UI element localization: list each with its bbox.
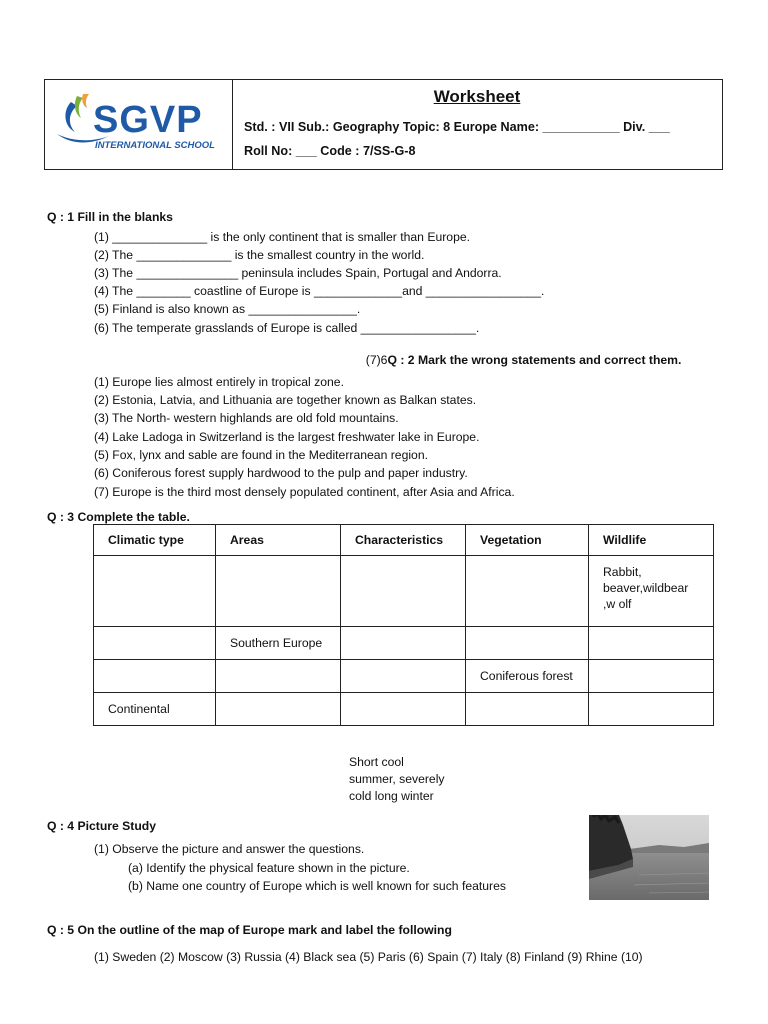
lake-photo (589, 815, 709, 900)
q1-item: (4) The ________ coastline of Europe is _____________and _________________. (94, 284, 545, 298)
q1-item: (5) Finland is also known as ________________. (94, 302, 361, 316)
q1-title: Q : 1 Fill in the blanks (47, 210, 173, 224)
table-cell (216, 556, 341, 627)
q3-title: Q : 3 Complete the table. (47, 510, 190, 524)
worksheet-title: Worksheet (433, 87, 521, 106)
svg-text:INTERNATIONAL SCHOOL: INTERNATIONAL SCHOOL (95, 140, 215, 151)
q2-item: (7) Europe is the third most densely populated continent, after Asia and Africa. (94, 485, 515, 499)
table-cell (341, 627, 466, 660)
q5-items: (1) Sweden (2) Moscow (3) Russia (4) Black sea (5) Paris (6) Spain (7) Italy (8) Finland (9) Rhine (10) (94, 950, 643, 964)
column-header: Climatic type (94, 525, 216, 556)
column-header: Wildlife (589, 525, 714, 556)
table-row (94, 627, 714, 660)
table-header-row (94, 525, 714, 556)
svg-text:SGVP: SGVP (93, 99, 203, 141)
table-row (94, 693, 714, 726)
q4-item: (a) Identify the physical feature shown in the picture. (128, 861, 410, 875)
table-cell (216, 693, 341, 726)
table-cell (94, 556, 216, 627)
table-row (94, 556, 714, 627)
table-row (94, 660, 714, 693)
table-cell (216, 660, 341, 693)
table-cell (466, 556, 589, 627)
q2-heading (359, 339, 681, 367)
header-box (44, 79, 723, 170)
q2-item: (3) The North- western highlands are old fold mountains. (94, 411, 399, 425)
table-cell (589, 693, 714, 726)
table-cell: Coniferous forest (466, 660, 589, 693)
q1-item: (3) The _______________ peninsula includes Spain, Portugal and Andorra. (94, 266, 502, 280)
table-cell (589, 660, 714, 693)
table-cell (94, 627, 216, 660)
q2-item: (1) Europe lies almost entirely in tropical zone. (94, 375, 344, 389)
q1-item: (1) ______________ is the only continent that is smaller than Europe. (94, 230, 471, 244)
climate-table (93, 524, 714, 726)
table-cell (94, 660, 216, 693)
table-cell (341, 556, 466, 627)
q1-item: (6) The temperate grasslands of Europe is called _________________. (94, 321, 480, 335)
table-cell (341, 660, 466, 693)
column-header: Characteristics (341, 525, 466, 556)
table-cell (466, 693, 589, 726)
table-cell (466, 627, 589, 660)
header-info-line: Std. : VII Sub.: Geography Topic: 8 Europe Name: ___________ Div. ___ (244, 120, 670, 134)
q2-item: (6) Coniferous forest supply hardwood to the pulp and paper industry. (94, 466, 468, 480)
lake-photo-graphic (589, 815, 709, 900)
q2-item: (2) Estonia, Latvia, and Lithuania are together known as Balkan states. (94, 393, 477, 407)
column-header: Areas (216, 525, 341, 556)
q2-item: (5) Fox, lynx and sable are found in the Mediterranean region. (94, 448, 428, 462)
table-cell (341, 693, 466, 726)
column-header: Vegetation (466, 525, 589, 556)
q2-item: (4) Lake Ladoga in Switzerland is the largest freshwater lake in Europe. (94, 430, 480, 444)
q2-prefix: (7)6 (365, 353, 388, 367)
table-cell: Southern Europe (216, 627, 341, 660)
table-cell (589, 627, 714, 660)
header-roll-line: Roll No: ___ Code : 7/SS-G-8 (244, 144, 416, 158)
table-cell: Rabbit, beaver,wildbear ,w olf (589, 556, 714, 627)
table-cell: Continental (94, 693, 216, 726)
q4-item: (1) Observe the picture and answer the questions. (94, 842, 365, 856)
q5-title: Q : 5 On the outline of the map of Europe mark and label the following (47, 923, 452, 937)
q2-title: Q : 2 Mark the wrong statements and correct them. (387, 353, 682, 367)
characteristics-text: Short cool summer, severely cold long winter (349, 755, 445, 803)
q4-item: (b) Name one country of Europe which is well known for such features (128, 879, 506, 893)
q4-title: Q : 4 Picture Study (47, 819, 157, 833)
q1-item: (2) The ______________ is the smallest country in the world. (94, 248, 425, 262)
